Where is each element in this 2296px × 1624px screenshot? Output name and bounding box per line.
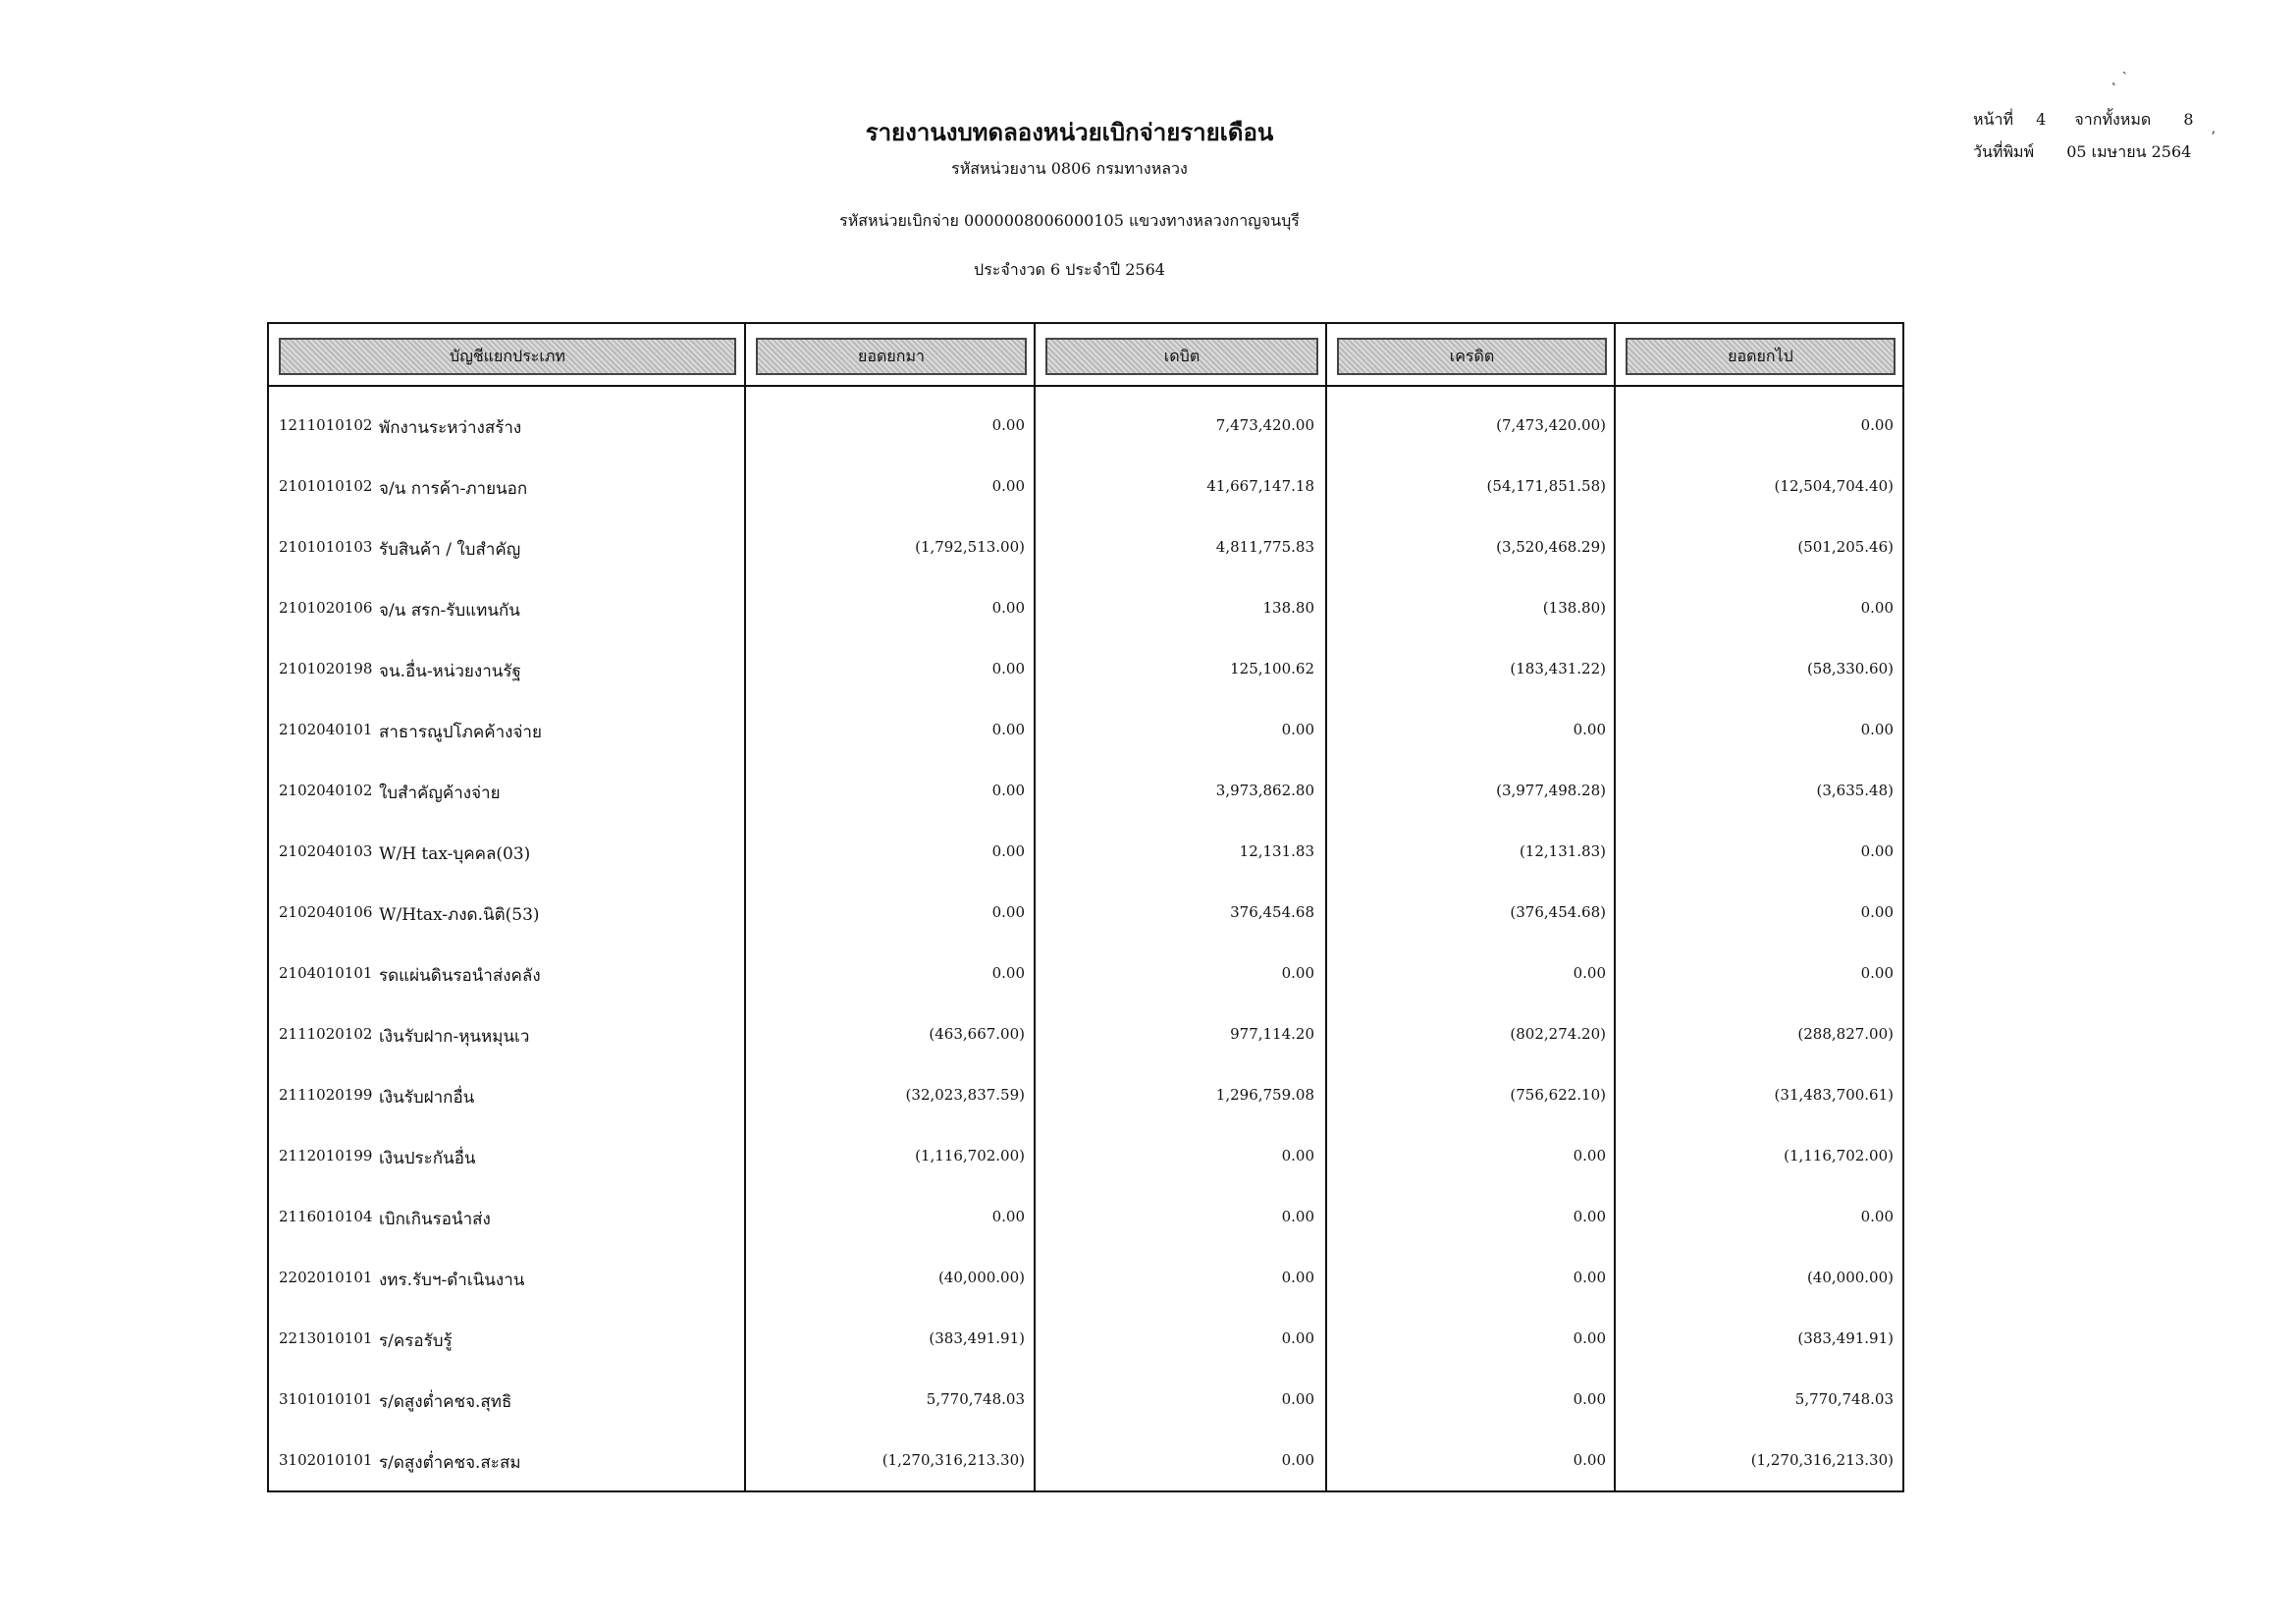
account-code: 2111020199: [279, 1086, 373, 1104]
brought-forward-value: 0.00: [991, 842, 1025, 860]
debit-value: 376,454.68: [1230, 903, 1314, 921]
brought-forward-value: 0.00: [991, 1208, 1025, 1225]
account-code: 2116010104: [279, 1208, 373, 1225]
debit-value: 7,473,420.00: [1215, 416, 1314, 434]
table-row: [269, 1188, 1902, 1249]
column-header-debit: เดบิต: [1045, 338, 1318, 375]
account-name: งทร.รับฯ-ดำเนินงาน: [379, 1271, 525, 1290]
credit-value: (138.80): [1542, 599, 1606, 617]
carried-forward-value: (31,483,700.61): [1774, 1086, 1894, 1104]
account-name: เงินประกันอื่น: [379, 1149, 476, 1168]
carried-forward-value: 0.00: [1860, 599, 1894, 617]
debit-value: 1,296,759.08: [1215, 1086, 1314, 1104]
account-name: รับสินค้า / ใบสำคัญ: [379, 540, 521, 560]
table-row: [269, 884, 1902, 945]
account-code: 2101010103: [279, 538, 373, 556]
trial-balance-table: [267, 322, 1904, 1492]
table-row: [269, 823, 1902, 884]
account-code: 2202010101: [279, 1269, 373, 1286]
account-name: W/H tax-บุคคล(03): [379, 844, 531, 864]
carried-forward-value: (501,205.46): [1797, 538, 1894, 556]
debit-value: 0.00: [1281, 964, 1314, 982]
page-label: หน้าที่: [1973, 110, 2014, 129]
brought-forward-value: (1,116,702.00): [915, 1147, 1025, 1164]
table-row: [269, 640, 1902, 701]
account-name: จ/น การค้า-ภายนอก: [379, 479, 528, 499]
table-row: [269, 1371, 1902, 1432]
total-label: จากทั้งหมด: [2074, 110, 2152, 129]
account-code: 2112010199: [279, 1147, 373, 1164]
credit-value: 0.00: [1573, 1208, 1606, 1225]
account-name: จน.อื่น-หน่วยงานรัฐ: [379, 662, 521, 681]
credit-value: (3,520,468.29): [1496, 538, 1606, 556]
debit-value: 3,973,862.80: [1215, 782, 1314, 799]
credit-value: 0.00: [1573, 1329, 1606, 1347]
brought-forward-value: (383,491.91): [929, 1329, 1025, 1347]
print-date-label: วันที่พิมพ์: [1973, 142, 2035, 161]
account-code: 3102010101: [279, 1451, 373, 1469]
table-row: [269, 701, 1902, 762]
column-header-brought-forward: ยอดยกมา: [756, 338, 1027, 375]
account-code: 2101020106: [279, 599, 373, 617]
carried-forward-value: (288,827.00): [1797, 1025, 1894, 1043]
column-header-carried-forward: ยอดยกไป: [1626, 338, 1896, 375]
credit-value: (756,622.10): [1510, 1086, 1606, 1104]
credit-value: (376,454.68): [1510, 903, 1606, 921]
credit-value: (12,131.83): [1519, 842, 1606, 860]
debit-value: 0.00: [1281, 1208, 1314, 1225]
credit-value: (183,431.22): [1510, 660, 1606, 677]
brought-forward-value: 5,770,748.03: [926, 1390, 1025, 1408]
debit-value: 138.80: [1262, 599, 1314, 617]
brought-forward-value: (32,023,837.59): [905, 1086, 1025, 1104]
agency-code: รหัสหน่วยงาน 0806 กรมทางหลวง: [951, 159, 1188, 178]
header-divider: [269, 385, 1902, 387]
account-name: ร/ครอรับรู้: [379, 1331, 453, 1351]
debit-value: 12,131.83: [1239, 842, 1314, 860]
account-name: ร/ดสูงต่ำคชจ.สุทธิ: [379, 1392, 512, 1412]
carried-forward-value: 0.00: [1860, 416, 1894, 434]
debit-value: 4,811,775.83: [1215, 538, 1314, 556]
account-code: 3101010101: [279, 1390, 373, 1408]
report-title: รายงานงบทดลองหน่วยเบิกจ่ายรายเดือน: [865, 118, 1274, 146]
credit-value: (802,274.20): [1510, 1025, 1606, 1043]
table-row: [269, 1310, 1902, 1371]
carried-forward-value: 0.00: [1860, 1208, 1894, 1225]
debit-value: 0.00: [1281, 721, 1314, 738]
table-row: [269, 1005, 1902, 1066]
credit-value: 0.00: [1573, 721, 1606, 738]
debit-value: 0.00: [1281, 1329, 1314, 1347]
debit-value: 0.00: [1281, 1269, 1314, 1286]
carried-forward-value: (58,330.60): [1806, 660, 1894, 677]
credit-value: 0.00: [1573, 1269, 1606, 1286]
brought-forward-value: 0.00: [991, 782, 1025, 799]
disbursing-unit: รหัสหน่วยเบิกจ่าย 0000008006000105 แขวงทางหลวงกาญจนบุรี: [839, 211, 1300, 230]
carried-forward-value: 5,770,748.03: [1794, 1390, 1894, 1408]
table-row: [269, 458, 1902, 518]
print-date: 05 เมษายน 2564: [2066, 142, 2192, 161]
debit-value: 41,667,147.18: [1206, 477, 1314, 495]
debit-value: 0.00: [1281, 1390, 1314, 1408]
credit-value: 0.00: [1573, 1390, 1606, 1408]
account-name: W/Htax-ภงด.นิติ(53): [379, 905, 540, 925]
brought-forward-value: 0.00: [991, 660, 1025, 677]
credit-value: 0.00: [1573, 1147, 1606, 1164]
brought-forward-value: 0.00: [991, 964, 1025, 982]
account-code: 2101020198: [279, 660, 373, 677]
debit-value: 0.00: [1281, 1147, 1314, 1164]
brought-forward-value: (1,792,513.00): [915, 538, 1025, 556]
brought-forward-value: (1,270,316,213.30): [881, 1451, 1025, 1469]
account-code: 2102040101: [279, 721, 373, 738]
credit-value: (54,171,851.58): [1486, 477, 1606, 495]
carried-forward-value: (1,116,702.00): [1784, 1147, 1894, 1164]
scan-mark: ʼ: [2211, 130, 2216, 145]
credit-value: 0.00: [1573, 964, 1606, 982]
account-name: พักงานระหว่างสร้าง: [379, 418, 522, 438]
account-code: 2102040106: [279, 903, 373, 921]
print-date-line: [1973, 140, 2191, 165]
carried-forward-value: 0.00: [1860, 964, 1894, 982]
carried-forward-value: 0.00: [1860, 842, 1894, 860]
carried-forward-value: (40,000.00): [1806, 1269, 1894, 1286]
account-code: 2104010101: [279, 964, 373, 982]
page-number: 4: [2036, 110, 2047, 129]
account-name: ใบสำคัญค้างจ่าย: [379, 784, 501, 803]
table-row: [269, 518, 1902, 579]
brought-forward-value: 0.00: [991, 721, 1025, 738]
brought-forward-value: 0.00: [991, 599, 1025, 617]
table-row: [269, 1127, 1902, 1188]
carried-forward-value: 0.00: [1860, 903, 1894, 921]
table-row: [269, 945, 1902, 1005]
account-name: จ/น สรก-รับแทนกัน: [379, 601, 520, 621]
table-row: [269, 1249, 1902, 1310]
account-code: 2102040102: [279, 782, 373, 799]
brought-forward-value: 0.00: [991, 477, 1025, 495]
carried-forward-value: (12,504,704.40): [1774, 477, 1894, 495]
report-period: ประจำงวด 6 ประจำปี 2564: [974, 260, 1165, 279]
credit-value: (3,977,498.28): [1496, 782, 1606, 799]
account-code: 2102040103: [279, 842, 373, 860]
account-code: 2101010102: [279, 477, 373, 495]
column-header-credit: เครดิต: [1337, 338, 1607, 375]
brought-forward-value: (463,667.00): [929, 1025, 1025, 1043]
debit-value: 125,100.62: [1230, 660, 1314, 677]
table-row: [269, 397, 1902, 458]
table-row: [269, 762, 1902, 823]
account-name: เงินรับฝากอื่น: [379, 1088, 475, 1108]
credit-value: 0.00: [1573, 1451, 1606, 1469]
account-code: 2111020102: [279, 1025, 373, 1043]
carried-forward-value: (3,635.48): [1816, 782, 1894, 799]
account-code: 2213010101: [279, 1329, 373, 1347]
page-indicator: [1973, 108, 2194, 133]
account-name: รดแผ่นดินรอนำส่งคลัง: [379, 966, 541, 986]
column-header-account: บัญชีแยกประเภท: [279, 338, 736, 375]
account-code: 1211010102: [279, 416, 373, 434]
total-pages: 8: [2183, 110, 2194, 129]
brought-forward-value: 0.00: [991, 903, 1025, 921]
carried-forward-value: 0.00: [1860, 721, 1894, 738]
carried-forward-value: (1,270,316,213.30): [1750, 1451, 1894, 1469]
debit-value: 0.00: [1281, 1451, 1314, 1469]
account-name: สาธารณูปโภคค้างจ่าย: [379, 723, 542, 742]
debit-value: 977,114.20: [1230, 1025, 1314, 1043]
table-row: [269, 579, 1902, 640]
brought-forward-value: (40,000.00): [937, 1269, 1025, 1286]
account-name: เงินรับฝาก-หุนหมุนเว: [379, 1027, 530, 1047]
credit-value: (7,473,420.00): [1496, 416, 1606, 434]
table-row: [269, 1432, 1902, 1492]
table-row: [269, 1066, 1902, 1127]
scan-mark: ˛ ˋ: [2110, 71, 2129, 86]
account-name: ร/ดสูงต่ำคชจ.สะสม: [379, 1453, 521, 1473]
brought-forward-value: 0.00: [991, 416, 1025, 434]
carried-forward-value: (383,491.91): [1797, 1329, 1894, 1347]
account-name: เบิกเกินรอนำส่ง: [379, 1210, 491, 1229]
